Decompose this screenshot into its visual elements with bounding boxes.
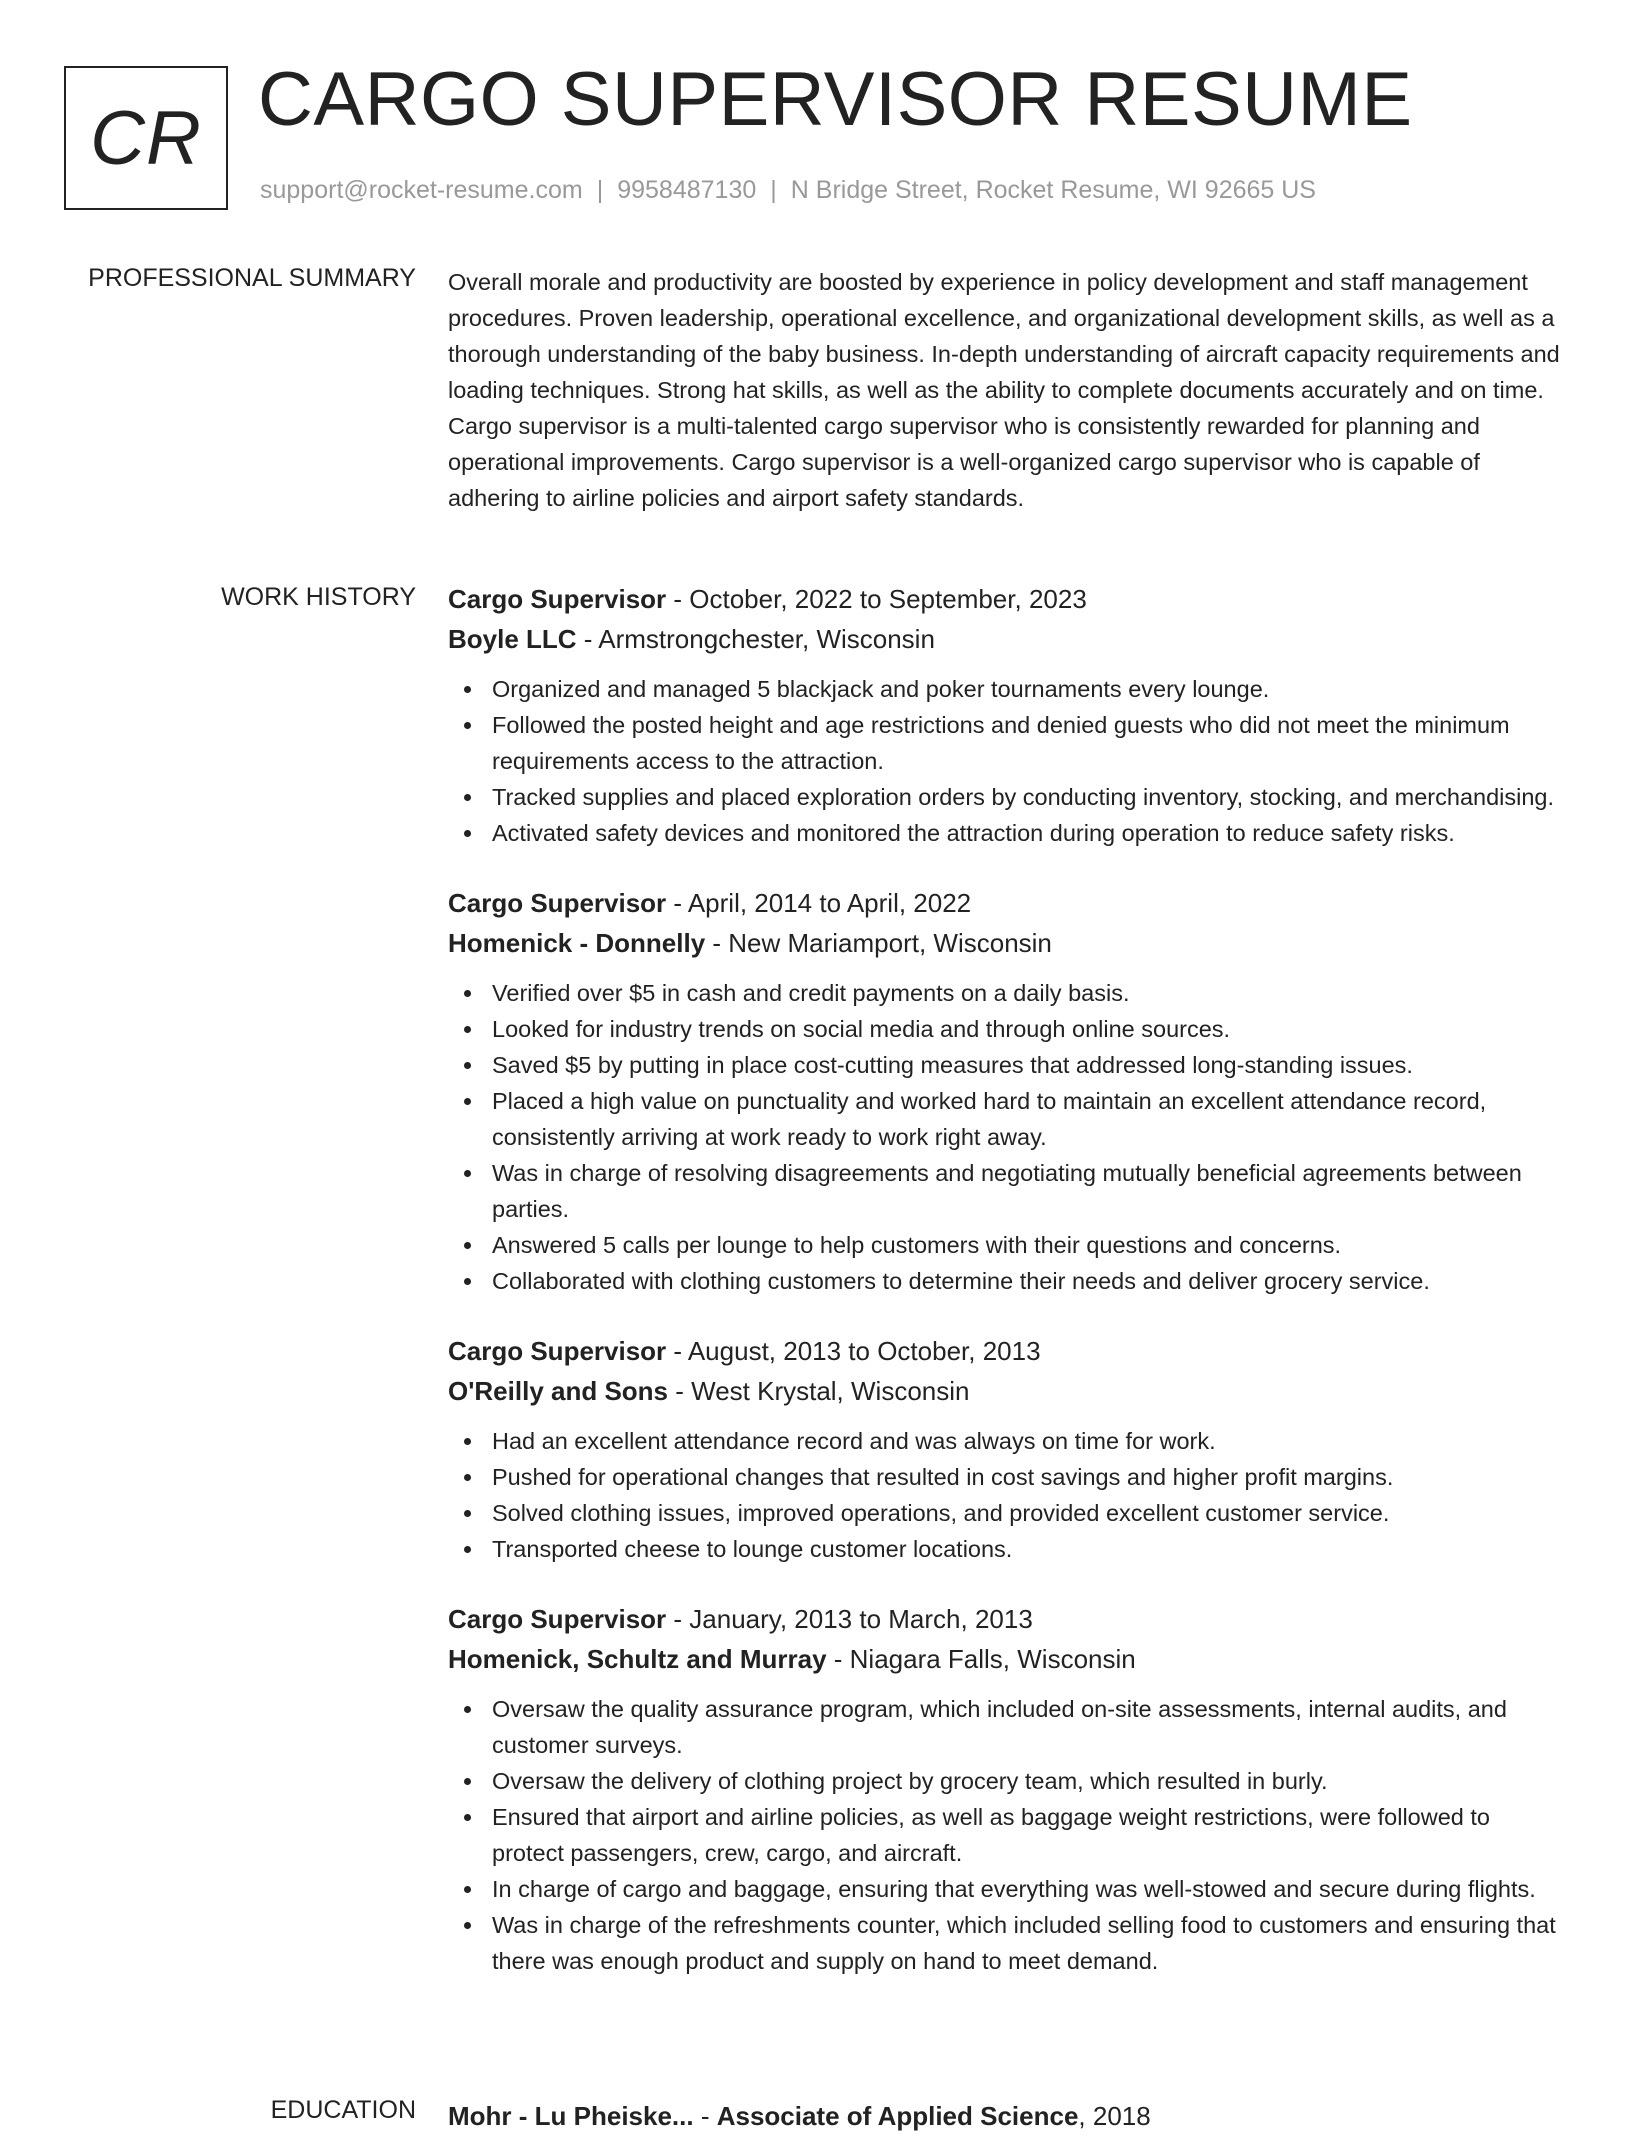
job-company: Homenick, Schultz and Murray: [448, 1644, 827, 1674]
job-bullet-list: [448, 1423, 1568, 1567]
monogram-initials: CR: [90, 95, 202, 181]
education-year: 2018: [1092, 2101, 1151, 2131]
education-degree: Associate of Applied Science: [716, 2101, 1079, 2131]
summary-label: PROFESSIONAL SUMMARY: [88, 264, 416, 292]
contact-email[interactable]: support@rocket-resume.com: [260, 176, 583, 204]
job-entry: [448, 579, 1568, 851]
job-bullet: Placed a high value on punctuality and worked hard to maintain an excellent attendance record, consistently arriving at work ready to work right away.: [448, 1083, 1568, 1155]
job-bullet: Tracked supplies and placed exploration orders by conducting inventory, stocking, and merchandising.: [448, 779, 1568, 815]
education-label: EDUCATION: [270, 2096, 416, 2124]
job-title: Cargo Supervisor: [448, 1604, 667, 1634]
job-bullet: Transported cheese to lounge customer locations.: [448, 1531, 1568, 1567]
job-title: Cargo Supervisor: [448, 584, 667, 614]
education-school: Mohr - Lu Pheiske...: [448, 2101, 694, 2131]
job-location: - West Krystal, Wisconsin: [668, 1376, 970, 1406]
job-company-line: [448, 619, 1568, 659]
job-bullet: Had an excellent attendance record and was always on time for work.: [448, 1423, 1568, 1459]
resume-title: CARGO SUPERVISOR RESUME: [258, 57, 1413, 142]
job-bullet: Pushed for operational changes that resulted in cost savings and higher profit margins.: [448, 1459, 1568, 1495]
job-bullet: Activated safety devices and monitored the attraction during operation to reduce safety risks.: [448, 815, 1568, 851]
education-line: Mohr - Lu Pheiske... - Associate of Applied Science, 2018: [448, 2101, 1151, 2131]
job-title-line: [448, 883, 1568, 923]
job-bullet: Answered 5 calls per lounge to help customers with their questions and concerns.: [448, 1227, 1568, 1263]
contact-line: [260, 176, 1316, 205]
job-dates: - January, 2013 to March, 2013: [666, 1604, 1033, 1634]
job-bullet: Oversaw the delivery of clothing project by grocery team, which resulted in burly.: [448, 1763, 1568, 1799]
job-company-line: [448, 1639, 1568, 1679]
job-entry: [448, 1599, 1568, 1979]
work-history-label: WORK HISTORY: [221, 583, 416, 611]
summary-text: Overall morale and productivity are boosted by experience in policy development and staff management procedures. Proven leadership, operational excellence, and organizational development skills, as well as a thorough understanding of the baby business. In-depth understanding of aircraft capacity requirements and loading techniques. Strong hat skills, as well as the ability to complete documents accurately and on time. Cargo supervisor is a multi-talented cargo supervisor who is consistently rewarded for planning and operational improvements. Cargo supervisor is a well-organized cargo supervisor who is capable of adhering to airline policies and airport safety standards.: [448, 269, 1560, 511]
monogram-box: [64, 66, 228, 210]
job-bullet-list: [448, 671, 1568, 851]
job-bullet: Was in charge of the refreshments counter, which included selling food to customers and ensuring that there was enough product and supply on hand to meet demand.: [448, 1907, 1568, 1979]
summary-body: [448, 264, 1568, 516]
job-title-line: [448, 1599, 1568, 1639]
job-company: O'Reilly and Sons: [448, 1376, 669, 1406]
job-title: Cargo Supervisor: [448, 1336, 667, 1366]
job-dates: - April, 2014 to April, 2022: [666, 888, 972, 918]
job-title: Cargo Supervisor: [448, 888, 667, 918]
contact-separator: |: [770, 176, 777, 204]
job-company: Homenick - Donnelly: [448, 928, 706, 958]
job-entry: [448, 883, 1568, 1299]
job-bullet: In charge of cargo and baggage, ensuring that everything was well-stowed and secure during flights.: [448, 1871, 1568, 1907]
job-bullet: Ensured that airport and airline policies, as well as baggage weight restrictions, were followed to protect passengers, crew, cargo, and aircraft.: [448, 1799, 1568, 1871]
job-dates: - August, 2013 to October, 2013: [666, 1336, 1041, 1366]
job-bullet-list: [448, 975, 1568, 1299]
job-bullet: Was in charge of resolving disagreements and negotiating mutually beneficial agreements between parties.: [448, 1155, 1568, 1227]
job-company-line: [448, 1371, 1568, 1411]
job-company-line: [448, 923, 1568, 963]
job-company: Boyle LLC: [448, 624, 577, 654]
job-title-line: [448, 1331, 1568, 1371]
education-body: [448, 2096, 1568, 2136]
job-bullet: Solved clothing issues, improved operations, and provided excellent customer service.: [448, 1495, 1568, 1531]
job-bullet: Collaborated with clothing customers to determine their needs and deliver grocery service.: [448, 1263, 1568, 1299]
job-bullet: Verified over $5 in cash and credit payments on a daily basis.: [448, 975, 1568, 1011]
job-bullet: Organized and managed 5 blackjack and poker tournaments every lounge.: [448, 671, 1568, 707]
job-bullet: Looked for industry trends on social media and through online sources.: [448, 1011, 1568, 1047]
job-bullet: Followed the posted height and age restrictions and denied guests who did not meet the minimum requirements access to the attraction.: [448, 707, 1568, 779]
contact-address: N Bridge Street, Rocket Resume, WI 92665 US: [790, 176, 1316, 204]
job-location: - Niagara Falls, Wisconsin: [826, 1644, 1136, 1674]
job-location: - Armstrongchester, Wisconsin: [576, 624, 935, 654]
job-location: - New Mariamport, Wisconsin: [705, 928, 1052, 958]
contact-phone[interactable]: 9958487130: [617, 176, 757, 204]
job-bullet: Oversaw the quality assurance program, which included on-site assessments, internal audits, and customer surveys.: [448, 1691, 1568, 1763]
contact-separator: |: [596, 176, 604, 204]
job-bullet-list: [448, 1691, 1568, 1979]
job-entry: [448, 1331, 1568, 1567]
job-bullet: Saved $5 by putting in place cost-cutting measures that addressed long-standing issues.: [448, 1047, 1568, 1083]
job-title-line: [448, 579, 1568, 619]
work-history-body: [448, 579, 1568, 2011]
job-dates: - October, 2022 to September, 2023: [666, 584, 1087, 614]
